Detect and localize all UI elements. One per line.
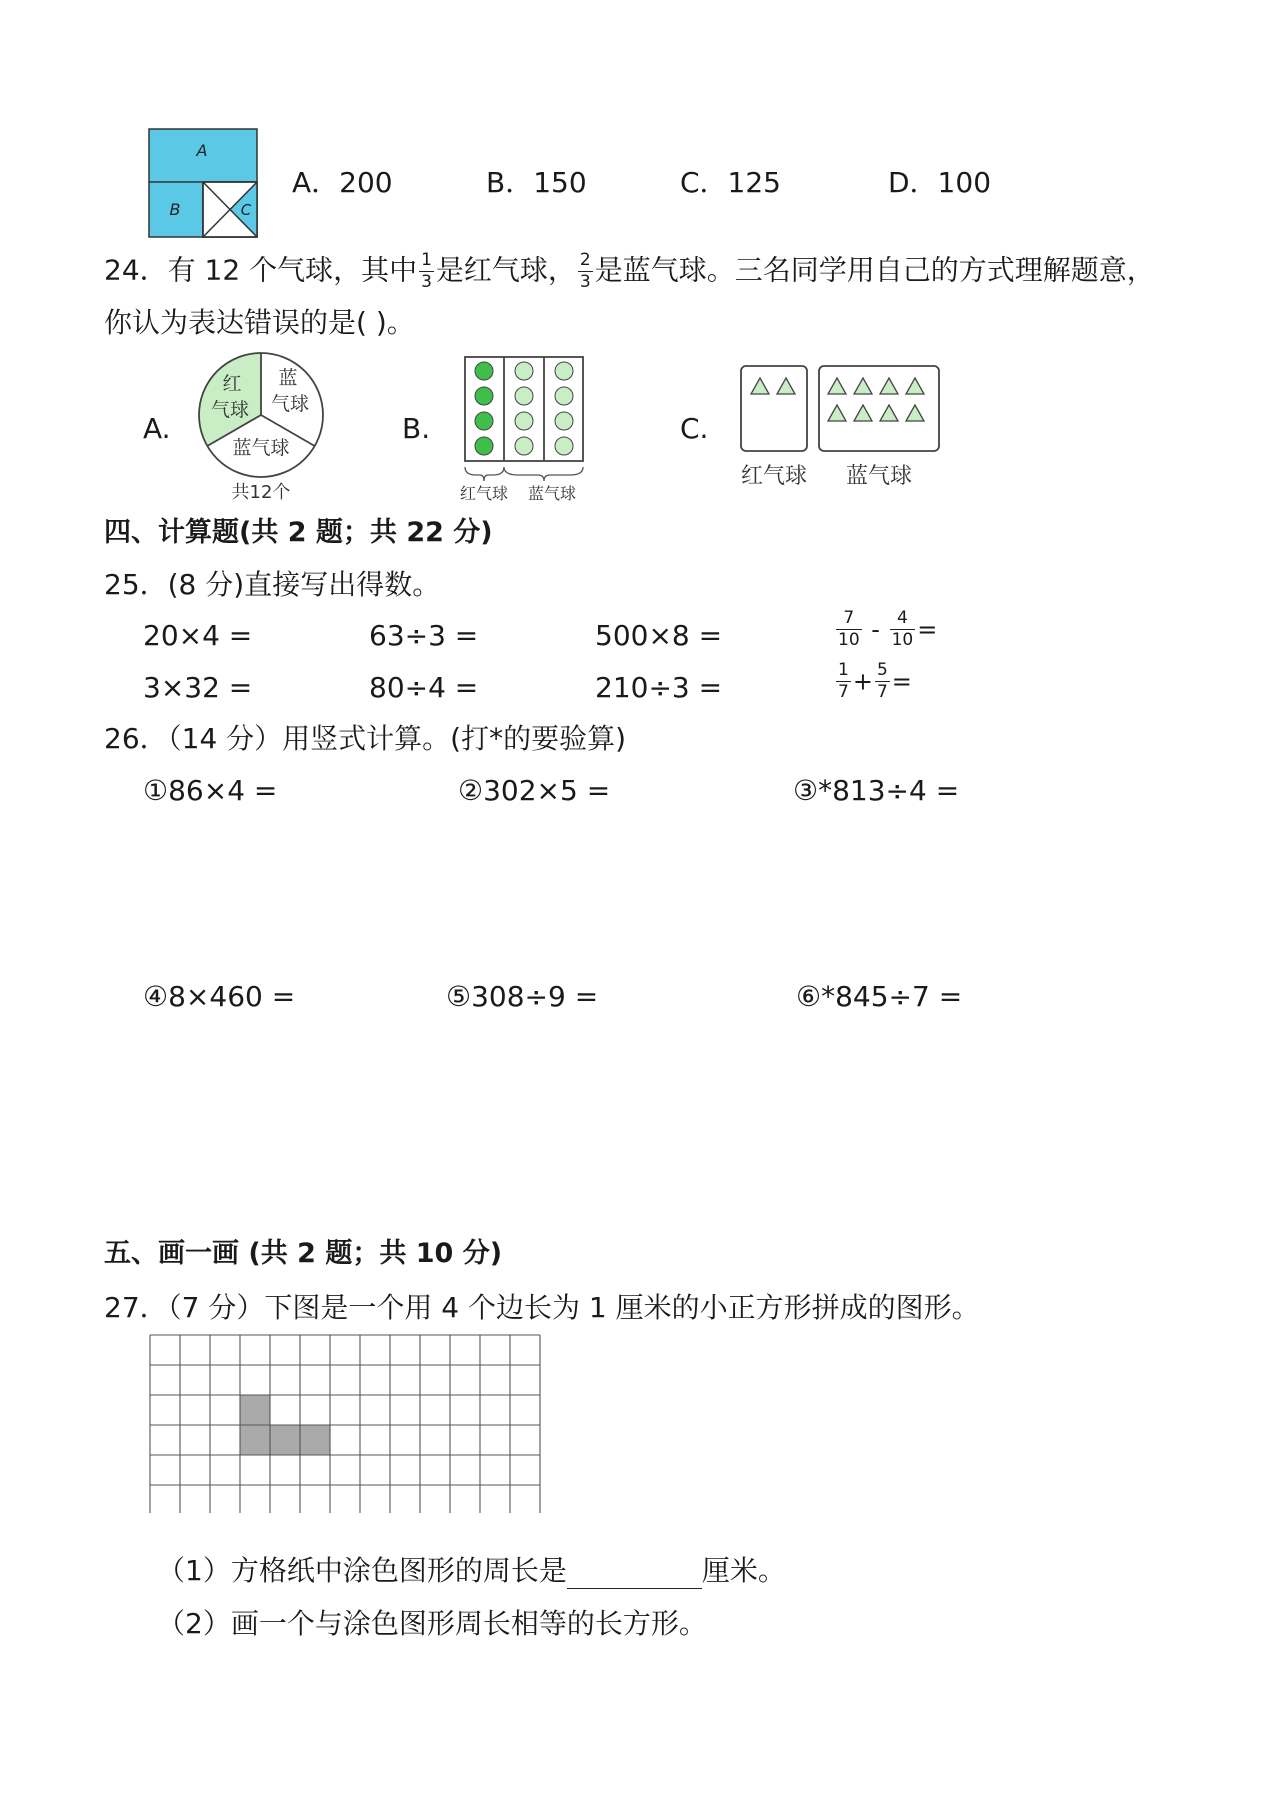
q24-frac2-den: 3 [579, 272, 591, 292]
q25-row1-item-2: 63÷3 = [369, 619, 479, 652]
q23-label-a: A [196, 141, 208, 160]
q24-option-a-label: A. [143, 412, 171, 445]
q27-sub1-text-a: （1）方格纸中涂色图形的周长是 [157, 1554, 567, 1587]
q24-text-2: 是红气球， [435, 253, 576, 287]
q24-option-b-label: B. [402, 412, 431, 445]
q24-triangles-figure [730, 362, 945, 492]
f1-b-num: 4 [897, 608, 908, 628]
q23-option-b: B．150 [486, 166, 587, 199]
pie-blue-2: 气球 [270, 393, 310, 415]
dots-caption-red: 红气球 [459, 484, 509, 503]
q26-item-1: ①86×4 = [143, 774, 278, 807]
q25-row1-item-1: 20×4 = [143, 619, 253, 652]
shaded-cell [270, 1425, 300, 1455]
f1-eq: = [917, 615, 938, 644]
q26-item-6: ⑥*845÷7 = [796, 980, 963, 1013]
q25-row1-item-3: 500×8 = [595, 619, 723, 652]
q24-option-c-label: C. [680, 412, 709, 445]
q24-number: 24． [104, 253, 168, 287]
q25-row2-item-3: 210÷3 = [595, 671, 723, 704]
q26-title: 26．（14 分）用竖式计算。(打*的要验算) [104, 722, 627, 755]
q24-frac1-num: 1 [421, 250, 432, 270]
q26-item-2: ②302×5 = [458, 774, 611, 807]
q27-title: 27．（7 分）下图是一个用 4 个边长为 1 厘米的小正方形拼成的图形。 [104, 1291, 980, 1324]
q24-fraction-2 [578, 252, 593, 291]
q27-grid-paper [148, 1333, 548, 1513]
q26-item-3: ③*813÷4 = [793, 774, 960, 807]
q24-text-3: 是蓝气球。三名同学用自己的方式理解题意， [594, 253, 1155, 287]
q25-fraction-expr-1 [834, 610, 937, 649]
f2-op: + [852, 667, 873, 696]
q23-square-figure [148, 128, 258, 238]
triangles-caption-red: 红气球 [740, 464, 808, 489]
f1-a-den: 10 [838, 630, 860, 650]
shaded-cell [240, 1395, 270, 1425]
f1-b-den: 10 [891, 630, 914, 650]
q24-line-2: 你认为表达错误的是( )。 [104, 306, 415, 339]
shaded-cell [300, 1425, 330, 1455]
q24-dots-figure [448, 353, 588, 503]
q25-fraction-expr-2 [834, 662, 912, 701]
q24-pie-figure [196, 350, 326, 510]
pie-blue-1: 蓝 [278, 367, 298, 389]
triangles-caption-blue: 蓝气球 [845, 464, 913, 489]
q24-text-1: 有 12 个气球，其中 [167, 253, 418, 287]
q24-fraction-1 [419, 252, 434, 291]
q25-row2-item-1: 3×32 = [143, 671, 253, 704]
f2-b-num: 5 [876, 660, 888, 680]
q26-item-4: ④8×460 = [143, 980, 296, 1013]
shaded-cell [240, 1425, 270, 1455]
q27-sub-2: （2）画一个与涂色图形周长相等的长方形。 [157, 1607, 707, 1640]
f2-a-num: 1 [838, 660, 849, 680]
q24-frac1-den: 3 [421, 272, 432, 292]
q25-title: 25．(8 分)直接写出得数。 [104, 568, 441, 601]
dots-caption-blue: 蓝气球 [527, 484, 577, 503]
f1-op: - [871, 615, 880, 644]
section-4-title: 四、计算题(共 2 题；共 22 分) [104, 517, 493, 548]
q23-option-d: D．100 [888, 166, 992, 199]
f2-a-den: 7 [838, 682, 849, 702]
q27-sub-1 [157, 1553, 786, 1589]
q23-label-b: B [169, 200, 181, 219]
q23-label-c: C [240, 201, 252, 219]
q23-option-c: C．125 [680, 166, 781, 199]
section-5-title: 五、画一画 (共 2 题；共 10 分) [104, 1238, 503, 1269]
q26-item-5: ⑤308÷9 = [446, 980, 599, 1013]
q27-answer-blank[interactable] [567, 1558, 702, 1589]
f2-b-den: 7 [876, 682, 888, 702]
q23-option-a: A．200 [292, 166, 393, 199]
q24-frac2-num: 2 [579, 250, 591, 270]
pie-caption: 共12个 [231, 482, 291, 503]
f1-a-num: 7 [843, 608, 855, 628]
pie-red-1: 红 [222, 373, 242, 395]
q25-row2-item-2: 80÷4 = [369, 671, 479, 704]
f2-eq: = [891, 667, 912, 696]
pie-red-2: 气球 [210, 399, 250, 421]
pie-blue-3: 蓝气球 [232, 437, 290, 459]
q27-sub1-text-b: 厘米。 [701, 1554, 786, 1587]
q24-question [104, 252, 1155, 291]
